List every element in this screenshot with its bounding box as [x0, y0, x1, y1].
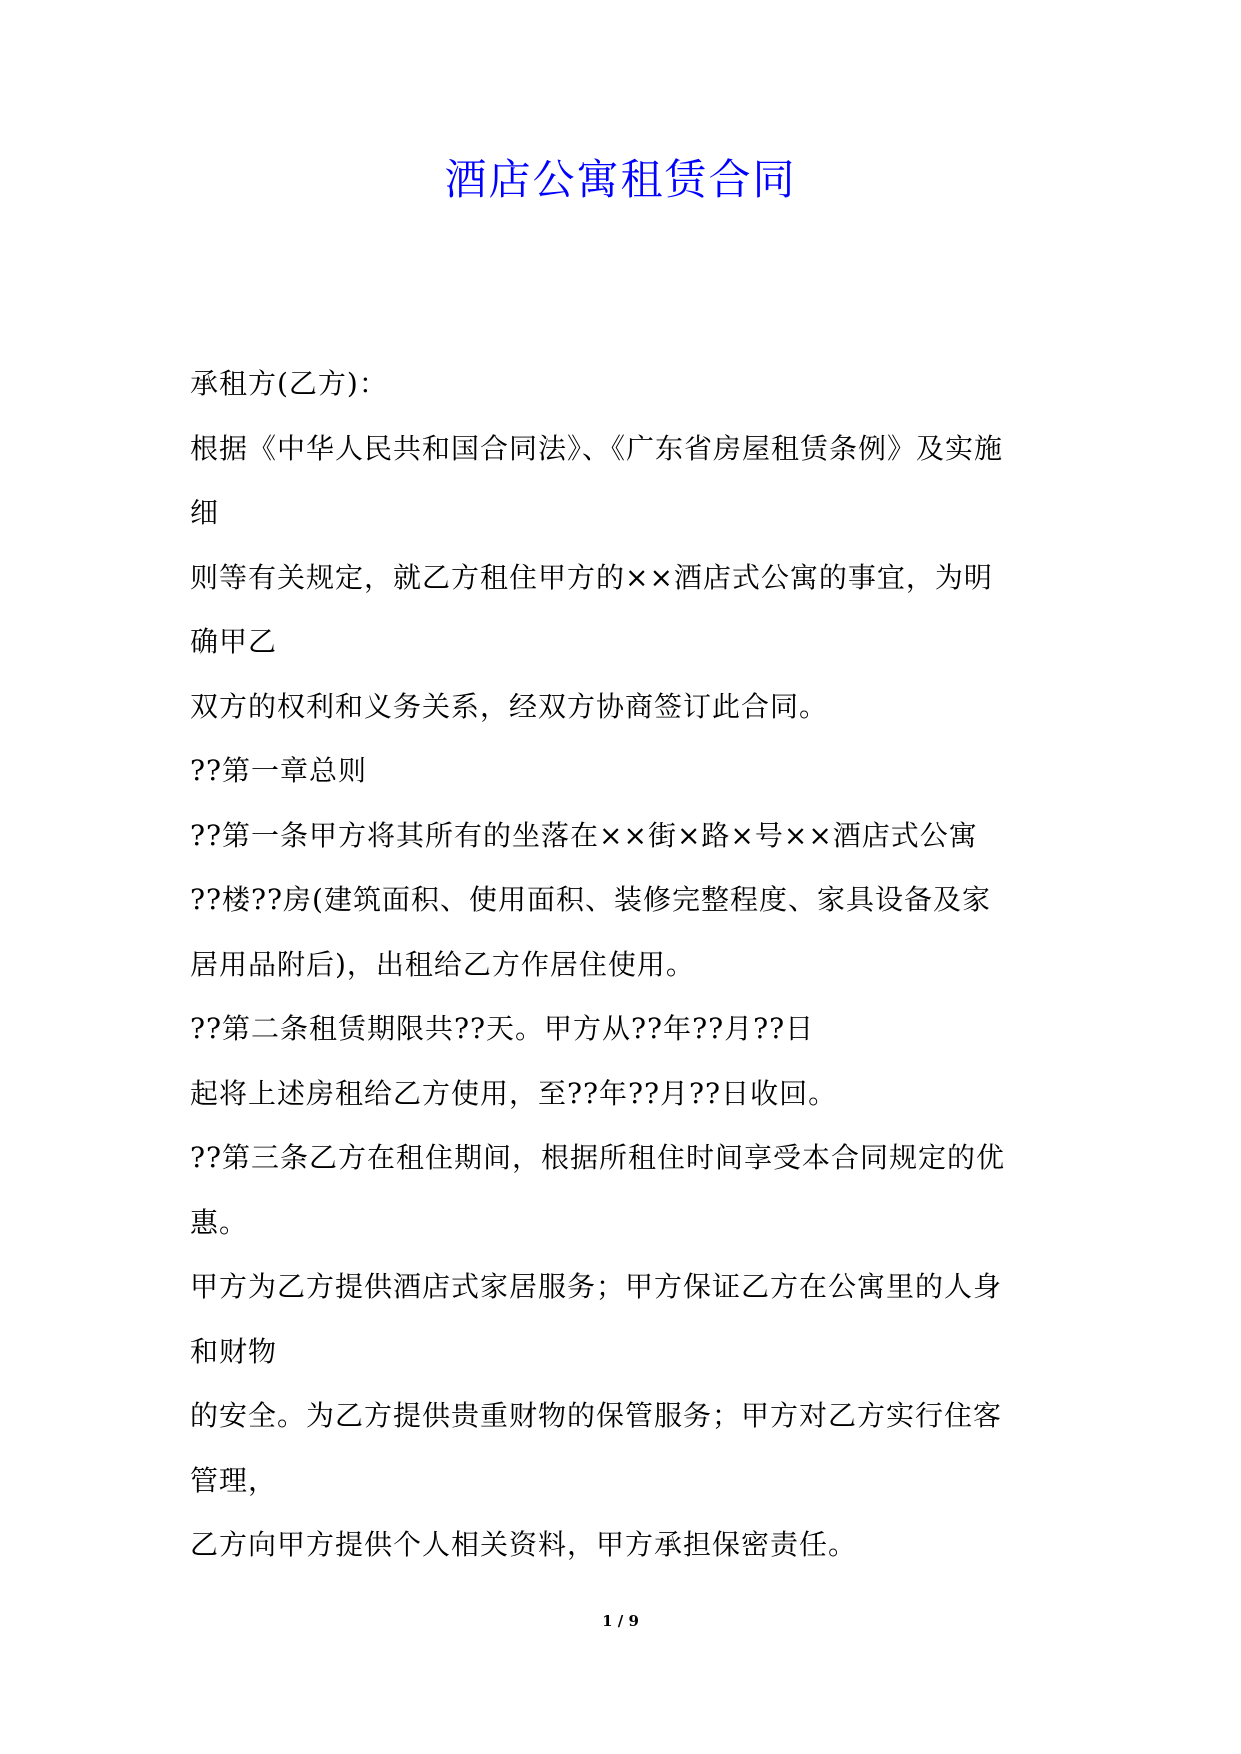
body-line: ??第二条租赁期限共??天。甲方从??年??月??日: [190, 1012, 815, 1045]
body-line: ??楼??房(建筑面积、使用面积、装修完整程度、家具设备及家: [190, 883, 991, 916]
body-line: 承租方(乙方)：: [190, 367, 388, 400]
document-title: 酒店公寓租赁合同: [444, 155, 797, 204]
body-line: 的安全。为乙方提供贵重财物的保管服务；甲方对乙方实行住客: [190, 1399, 1003, 1432]
body-line: 确甲乙: [190, 625, 278, 658]
body-line: 双方的权利和义务关系，经双方协商签订此合同。: [190, 689, 829, 723]
body-line: ??第一章总则: [190, 754, 368, 787]
body-line: ??第三条乙方在租住期间，根据所租住时间享受本合同规定的优: [190, 1141, 1006, 1174]
body-line: 惠。: [190, 1205, 249, 1239]
body-line: ??第一条甲方将其所有的坐落在××街×路×号××酒店式公寓: [190, 818, 978, 852]
body-line: 管理，: [190, 1463, 278, 1497]
document-body: [190, 352, 1060, 1578]
body-line: 居用品附后)，出租给乙方作居住使用。: [190, 947, 695, 981]
body-line: 则等有关规定，就乙方租住甲方的××酒店式公寓的事宜，为明: [190, 560, 993, 594]
body-line: 甲方为乙方提供酒店式家居服务；甲方保证乙方在公寓里的人身: [190, 1270, 1003, 1303]
body-line: 细: [190, 496, 220, 529]
body-line: 起将上述房租给乙方使用，至??年??月??日收回。: [190, 1076, 838, 1110]
body-line: 根据《中华人民共和国合同法》、《广东省房屋租赁条例》及实施: [190, 431, 1004, 465]
body-line: 乙方向甲方提供个人相关资料，甲方承担保密责任。: [190, 1528, 858, 1561]
body-line: 和财物: [190, 1334, 278, 1368]
page-number: 1 / 9: [602, 1612, 639, 1630]
